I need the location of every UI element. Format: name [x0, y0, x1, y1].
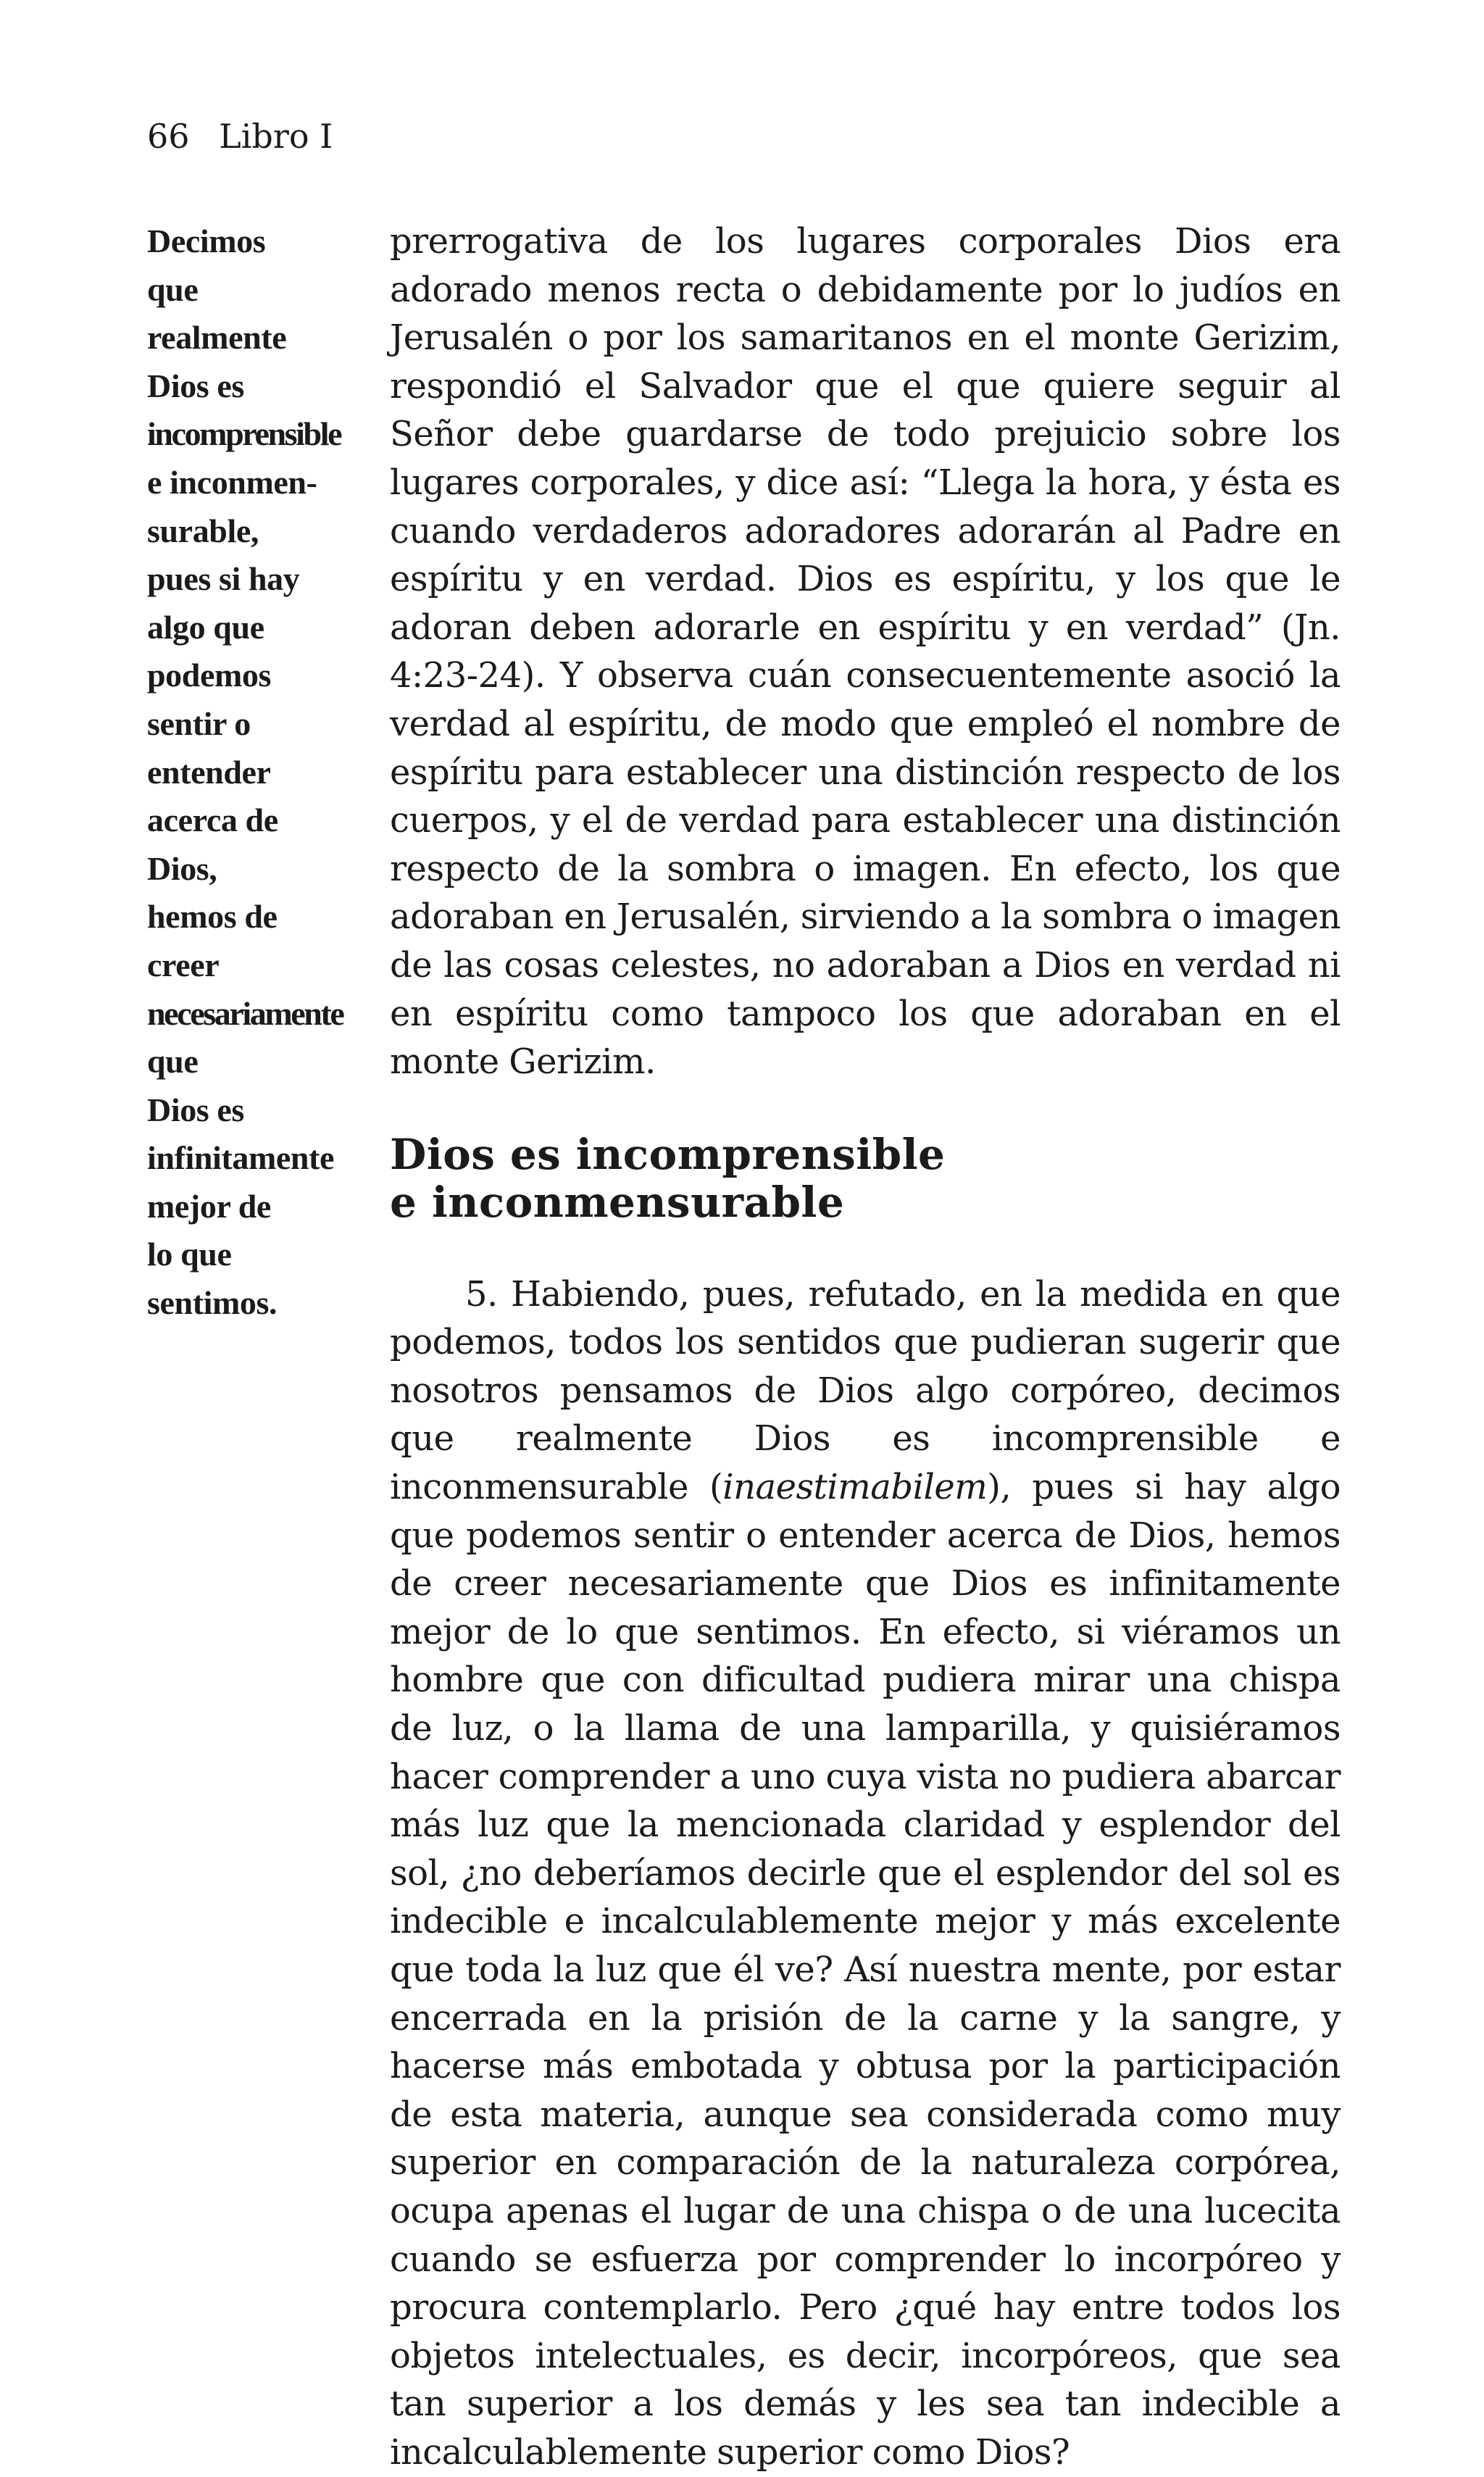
margin-note-line: acerca de: [147, 802, 278, 839]
paragraph-2-start: 5. Habiendo, pues, refutado, en la medida en que podemos, todos los sentidos que pudieran sugerir que nosotros pensamos de Dios algo corpóreo, decimos que realmente Dios es incomprensible e inconmensurable (: [390, 1273, 1341, 1508]
margin-note-line: entender: [147, 753, 271, 791]
margin-note-line: creer: [147, 946, 220, 983]
section-heading-line-1: Dios es incomprensible: [390, 1129, 946, 1179]
margin-note-line: hemos de: [147, 898, 278, 936]
margin-note-line: e inconmen-: [147, 463, 317, 501]
margin-note-line: necesariamente: [147, 994, 343, 1032]
margin-note-line: algo que: [147, 608, 264, 646]
margin-note-line: lo que: [147, 1236, 232, 1273]
running-header: [147, 116, 333, 157]
margin-note-line: podemos: [147, 657, 272, 694]
main-text: [390, 217, 1341, 2477]
margin-note-line: Dios,: [147, 849, 217, 887]
paragraph-2-rest: ), pues si hay algo que podemos sentir o entender acerca de Dios, hemos de creer necesariamente que Dios es infinitamente mejor de lo que sentimos. En efecto, si viéramos un hombre que con dificultad pudiera mirar una chispa de luz, o la llama de una lamparilla, y quisiéramos hacer comprender a uno cuya vista no pudiera abarcar más luz que la mencionada claridad y esplendor del sol, ¿no deberíamos decirle que el esplendor del sol es indecible e incalculablemente mejor y más excelente que toda la luz que él ve? Así nuestra mente, por estar encerrada en la prisión de la carne y la sangre, y hacerse más embotada y obtusa por la participación de esta materia, aunque sea considerada como muy superior en comparación de la naturaleza corpórea, ocupa apenas el lugar de una chispa o de una lucecita cuando se esfuerza por comprender lo incorpóreo y procura contemplarlo. Pero ¿qué hay entre todos los objetos intelectuales, es decir, incorpóreos, que sea tan superior a los demás y les sea tan indecible a incalculablemente superior como Dios?: [390, 1467, 1341, 2473]
paragraph-2: [390, 1270, 1341, 2477]
margin-note-line: realmente: [147, 319, 287, 357]
section-heading: [390, 1131, 1341, 1226]
section-heading-line-2: e inconmensurable: [390, 1177, 845, 1227]
page-number: 66: [147, 117, 190, 156]
paragraph-1: prerrogativa de los lugares corporales Dios era adorado menos recta o debidamente por lo judíos en Jerusalén o por los samaritanos en el monte Gerizim, respondió el Salvador que el que quiere seguir al Señor debe guardarse de todo prejuicio sobre los lugares corporales, y dice así: “Llega la hora, y ésta es cuando verdaderos adoradores adorarán al Padre en espíritu y en verdad. Dios es espíritu, y los que le adoran deben adorarle en espíritu y en verdad” (Jn. 4:23-24). Y observa cuán consecuentemente asoció la verdad al espíritu, de modo que empleó el nombre de espíritu para establecer una distinción respecto de los cuerpos, y el de verdad para establecer una distinción respecto de la sombra o imagen. En efecto, los que adoraban en Jerusalén, sirviendo a la sombra o imagen de las cosas celestes, no adoraban a Dios en verdad ni en espíritu como tampoco los que adoraban en el monte Gerizim.: [390, 221, 1341, 1083]
margin-note-line: infinitamente: [147, 1139, 334, 1177]
margin-note-line: Decimos: [147, 222, 266, 259]
margin-note-line: que: [147, 1043, 199, 1081]
margin-note-line: Dios es: [147, 367, 244, 404]
margin-note-line: pues si hay: [147, 560, 300, 598]
margin-note-line: sentimos.: [147, 1284, 278, 1322]
margin-note-line: incomprensible: [147, 415, 341, 453]
latin-term: inaestimabilem: [722, 1467, 988, 1508]
running-title: Libro I: [219, 117, 333, 156]
margin-note-line: surable,: [147, 512, 259, 549]
margin-note-line: Dios es: [147, 1091, 244, 1128]
margin-note: [147, 217, 372, 1328]
margin-note-line: que: [147, 270, 199, 308]
margin-note-line: sentir o: [147, 704, 251, 742]
margin-note-line: mejor de: [147, 1187, 271, 1225]
